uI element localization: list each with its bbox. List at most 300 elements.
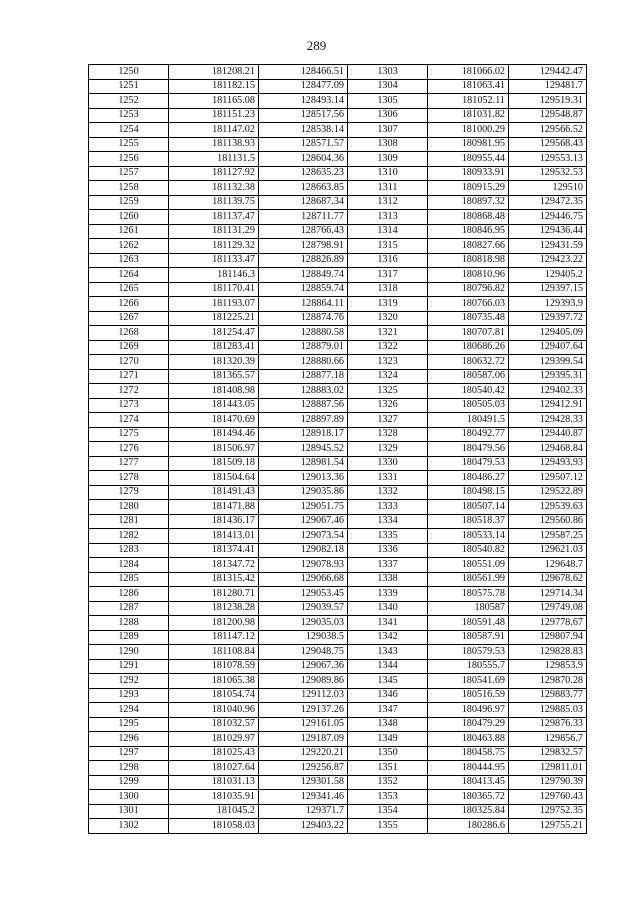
table-row <box>89 369 587 384</box>
x-coordinate-cell: 180561.99 <box>428 572 509 587</box>
x-coordinate-cell: 181408.98 <box>169 384 259 399</box>
y-coordinate-cell: 129256.87 <box>259 761 348 776</box>
x-coordinate-cell: 181470.69 <box>169 413 259 428</box>
point-number-cell: 1264 <box>89 268 169 283</box>
x-coordinate-cell: 180818.98 <box>428 253 509 268</box>
table-row <box>89 485 587 500</box>
y-coordinate-cell: 129403.22 <box>259 819 348 834</box>
point-number-cell: 1336 <box>348 543 428 558</box>
y-coordinate-cell: 129066.68 <box>259 572 348 587</box>
point-number-cell: 1258 <box>89 181 169 196</box>
x-coordinate-cell: 180551.09 <box>428 558 509 573</box>
y-coordinate-cell: 129811.01 <box>509 761 587 776</box>
table-row <box>89 790 587 805</box>
y-coordinate-cell: 129082.18 <box>259 543 348 558</box>
point-number-cell: 1344 <box>348 659 428 674</box>
y-coordinate-cell: 129341.46 <box>259 790 348 805</box>
y-coordinate-cell: 129568.43 <box>509 137 587 152</box>
x-coordinate-cell: 181065.38 <box>169 674 259 689</box>
point-number-cell: 1275 <box>89 427 169 442</box>
y-coordinate-cell: 128663.85 <box>259 181 348 196</box>
table-row <box>89 456 587 471</box>
coordinates-table <box>88 64 587 834</box>
y-coordinate-cell: 128981.54 <box>259 456 348 471</box>
x-coordinate-cell: 181040.96 <box>169 703 259 718</box>
table-row <box>89 384 587 399</box>
x-coordinate-cell: 180365.72 <box>428 790 509 805</box>
point-number-cell: 1284 <box>89 558 169 573</box>
x-coordinate-cell: 181054.74 <box>169 688 259 703</box>
table-row <box>89 645 587 660</box>
y-coordinate-cell: 129749.08 <box>509 601 587 616</box>
table-row <box>89 340 587 355</box>
point-number-cell: 1278 <box>89 471 169 486</box>
x-coordinate-cell: 181170.41 <box>169 282 259 297</box>
table-row <box>89 471 587 486</box>
table-row <box>89 427 587 442</box>
x-coordinate-cell: 181025.43 <box>169 746 259 761</box>
x-coordinate-cell: 180463.88 <box>428 732 509 747</box>
point-number-cell: 1351 <box>348 761 428 776</box>
y-coordinate-cell: 129035.03 <box>259 616 348 631</box>
y-coordinate-cell: 128877.18 <box>259 369 348 384</box>
point-number-cell: 1268 <box>89 326 169 341</box>
x-coordinate-cell: 181058.03 <box>169 819 259 834</box>
table-row <box>89 616 587 631</box>
point-number-cell: 1270 <box>89 355 169 370</box>
x-coordinate-cell: 181146.3 <box>169 268 259 283</box>
y-coordinate-cell: 129051.75 <box>259 500 348 515</box>
table-row <box>89 181 587 196</box>
y-coordinate-cell: 129876.33 <box>509 717 587 732</box>
x-coordinate-cell: 180707.81 <box>428 326 509 341</box>
point-number-cell: 1259 <box>89 195 169 210</box>
y-coordinate-cell: 129440.87 <box>509 427 587 442</box>
x-coordinate-cell: 181131.5 <box>169 152 259 167</box>
point-number-cell: 1287 <box>89 601 169 616</box>
y-coordinate-cell: 129053.45 <box>259 587 348 602</box>
x-coordinate-cell: 181347.72 <box>169 558 259 573</box>
x-coordinate-cell: 181280.71 <box>169 587 259 602</box>
y-coordinate-cell: 129161.05 <box>259 717 348 732</box>
y-coordinate-cell: 129468.84 <box>509 442 587 457</box>
table-row <box>89 558 587 573</box>
y-coordinate-cell: 129560.86 <box>509 514 587 529</box>
x-coordinate-cell: 181129.32 <box>169 239 259 254</box>
y-coordinate-cell: 128798.91 <box>259 239 348 254</box>
x-coordinate-cell: 181063.41 <box>428 79 509 94</box>
point-number-cell: 1298 <box>89 761 169 776</box>
point-number-cell: 1290 <box>89 645 169 660</box>
table-row <box>89 761 587 776</box>
point-number-cell: 1334 <box>348 514 428 529</box>
y-coordinate-cell: 129397.72 <box>509 311 587 326</box>
y-coordinate-cell: 129507.12 <box>509 471 587 486</box>
y-coordinate-cell: 129089.86 <box>259 674 348 689</box>
x-coordinate-cell: 180325.84 <box>428 804 509 819</box>
point-number-cell: 1326 <box>348 398 428 413</box>
y-coordinate-cell: 129885.03 <box>509 703 587 718</box>
y-coordinate-cell: 129399.54 <box>509 355 587 370</box>
y-coordinate-cell: 129039.57 <box>259 601 348 616</box>
table-row <box>89 282 587 297</box>
x-coordinate-cell: 180591.48 <box>428 616 509 631</box>
point-number-cell: 1296 <box>89 732 169 747</box>
y-coordinate-cell: 128477.09 <box>259 79 348 94</box>
x-coordinate-cell: 181315.42 <box>169 572 259 587</box>
y-coordinate-cell: 129714.34 <box>509 587 587 602</box>
table-row <box>89 239 587 254</box>
x-coordinate-cell: 180810.96 <box>428 268 509 283</box>
x-coordinate-cell: 181320.39 <box>169 355 259 370</box>
point-number-cell: 1269 <box>89 340 169 355</box>
point-number-cell: 1292 <box>89 674 169 689</box>
y-coordinate-cell: 128918.17 <box>259 427 348 442</box>
point-number-cell: 1348 <box>348 717 428 732</box>
y-coordinate-cell: 129481.7 <box>509 79 587 94</box>
point-number-cell: 1330 <box>348 456 428 471</box>
x-coordinate-cell: 181137.47 <box>169 210 259 225</box>
y-coordinate-cell: 129428.33 <box>509 413 587 428</box>
x-coordinate-cell: 180575.78 <box>428 587 509 602</box>
x-coordinate-cell: 181031.13 <box>169 775 259 790</box>
x-coordinate-cell: 180496.97 <box>428 703 509 718</box>
y-coordinate-cell: 129539.63 <box>509 500 587 515</box>
x-coordinate-cell: 181151.23 <box>169 108 259 123</box>
point-number-cell: 1316 <box>348 253 428 268</box>
x-coordinate-cell: 181147.12 <box>169 630 259 645</box>
x-coordinate-cell: 181283.41 <box>169 340 259 355</box>
x-coordinate-cell: 181365.57 <box>169 369 259 384</box>
x-coordinate-cell: 181139.75 <box>169 195 259 210</box>
table-row <box>89 659 587 674</box>
y-coordinate-cell: 129073.54 <box>259 529 348 544</box>
y-coordinate-cell: 128538.14 <box>259 123 348 138</box>
x-coordinate-cell: 181471.88 <box>169 500 259 515</box>
point-number-cell: 1308 <box>348 137 428 152</box>
y-coordinate-cell: 129755.21 <box>509 819 587 834</box>
point-number-cell: 1318 <box>348 282 428 297</box>
y-coordinate-cell: 129395.31 <box>509 369 587 384</box>
point-number-cell: 1265 <box>89 282 169 297</box>
point-number-cell: 1255 <box>89 137 169 152</box>
y-coordinate-cell: 128880.58 <box>259 326 348 341</box>
table-row <box>89 253 587 268</box>
table-row <box>89 326 587 341</box>
x-coordinate-cell: 180981.95 <box>428 137 509 152</box>
x-coordinate-cell: 180796.82 <box>428 282 509 297</box>
y-coordinate-cell: 129856.7 <box>509 732 587 747</box>
x-coordinate-cell: 181066.02 <box>428 65 509 80</box>
y-coordinate-cell: 129442.47 <box>509 65 587 80</box>
point-number-cell: 1347 <box>348 703 428 718</box>
y-coordinate-cell: 129067.46 <box>259 514 348 529</box>
point-number-cell: 1254 <box>89 123 169 138</box>
point-number-cell: 1312 <box>348 195 428 210</box>
x-coordinate-cell: 181052.11 <box>428 94 509 109</box>
point-number-cell: 1349 <box>348 732 428 747</box>
y-coordinate-cell: 128517.56 <box>259 108 348 123</box>
x-coordinate-cell: 181436.17 <box>169 514 259 529</box>
table-row <box>89 137 587 152</box>
table-row <box>89 601 587 616</box>
table-row <box>89 166 587 181</box>
x-coordinate-cell: 181200.98 <box>169 616 259 631</box>
table-row <box>89 732 587 747</box>
y-coordinate-cell: 129587.25 <box>509 529 587 544</box>
y-coordinate-cell: 128711.77 <box>259 210 348 225</box>
point-number-cell: 1339 <box>348 587 428 602</box>
point-number-cell: 1266 <box>89 297 169 312</box>
point-number-cell: 1325 <box>348 384 428 399</box>
point-number-cell: 1297 <box>89 746 169 761</box>
point-number-cell: 1251 <box>89 79 169 94</box>
point-number-cell: 1353 <box>348 790 428 805</box>
y-coordinate-cell: 129510 <box>509 181 587 196</box>
point-number-cell: 1262 <box>89 239 169 254</box>
table-row <box>89 630 587 645</box>
table-row <box>89 529 587 544</box>
x-coordinate-cell: 181374.41 <box>169 543 259 558</box>
point-number-cell: 1314 <box>348 224 428 239</box>
point-number-cell: 1341 <box>348 616 428 631</box>
point-number-cell: 1313 <box>348 210 428 225</box>
y-coordinate-cell: 128571.57 <box>259 137 348 152</box>
x-coordinate-cell: 181035.91 <box>169 790 259 805</box>
x-coordinate-cell: 180492.77 <box>428 427 509 442</box>
x-coordinate-cell: 180533.14 <box>428 529 509 544</box>
table-row <box>89 572 587 587</box>
x-coordinate-cell: 180915.29 <box>428 181 509 196</box>
table-row <box>89 152 587 167</box>
x-coordinate-cell: 180933.91 <box>428 166 509 181</box>
y-coordinate-cell: 128880.66 <box>259 355 348 370</box>
y-coordinate-cell: 129402.33 <box>509 384 587 399</box>
x-coordinate-cell: 180507.14 <box>428 500 509 515</box>
table-row <box>89 268 587 283</box>
point-number-cell: 1307 <box>348 123 428 138</box>
y-coordinate-cell: 129548.87 <box>509 108 587 123</box>
x-coordinate-cell: 180579.53 <box>428 645 509 660</box>
point-number-cell: 1263 <box>89 253 169 268</box>
x-coordinate-cell: 181165.08 <box>169 94 259 109</box>
point-number-cell: 1271 <box>89 369 169 384</box>
y-coordinate-cell: 129828.83 <box>509 645 587 660</box>
y-coordinate-cell: 128604.36 <box>259 152 348 167</box>
point-number-cell: 1276 <box>89 442 169 457</box>
point-number-cell: 1274 <box>89 413 169 428</box>
y-coordinate-cell: 128879.01 <box>259 340 348 355</box>
y-coordinate-cell: 129301.58 <box>259 775 348 790</box>
x-coordinate-cell: 181032.57 <box>169 717 259 732</box>
y-coordinate-cell: 129832.57 <box>509 746 587 761</box>
table-row <box>89 500 587 515</box>
y-coordinate-cell: 129393.9 <box>509 297 587 312</box>
point-number-cell: 1272 <box>89 384 169 399</box>
point-number-cell: 1301 <box>89 804 169 819</box>
point-number-cell: 1322 <box>348 340 428 355</box>
point-number-cell: 1293 <box>89 688 169 703</box>
point-number-cell: 1327 <box>348 413 428 428</box>
x-coordinate-cell: 181108.84 <box>169 645 259 660</box>
point-number-cell: 1283 <box>89 543 169 558</box>
point-number-cell: 1340 <box>348 601 428 616</box>
x-coordinate-cell: 180486.27 <box>428 471 509 486</box>
x-coordinate-cell: 180540.82 <box>428 543 509 558</box>
x-coordinate-cell: 180555.7 <box>428 659 509 674</box>
y-coordinate-cell: 128883.02 <box>259 384 348 399</box>
point-number-cell: 1346 <box>348 688 428 703</box>
x-coordinate-cell: 180458.75 <box>428 746 509 761</box>
y-coordinate-cell: 129807.94 <box>509 630 587 645</box>
x-coordinate-cell: 181132.38 <box>169 181 259 196</box>
point-number-cell: 1331 <box>348 471 428 486</box>
point-number-cell: 1286 <box>89 587 169 602</box>
y-coordinate-cell: 128466.51 <box>259 65 348 80</box>
y-coordinate-cell: 129853.9 <box>509 659 587 674</box>
point-number-cell: 1253 <box>89 108 169 123</box>
point-number-cell: 1281 <box>89 514 169 529</box>
point-number-cell: 1273 <box>89 398 169 413</box>
point-number-cell: 1256 <box>89 152 169 167</box>
y-coordinate-cell: 128687.34 <box>259 195 348 210</box>
x-coordinate-cell: 180479.53 <box>428 456 509 471</box>
x-coordinate-cell: 181254.47 <box>169 326 259 341</box>
point-number-cell: 1355 <box>348 819 428 834</box>
point-number-cell: 1288 <box>89 616 169 631</box>
x-coordinate-cell: 180498.15 <box>428 485 509 500</box>
y-coordinate-cell: 129436.44 <box>509 224 587 239</box>
point-number-cell: 1321 <box>348 326 428 341</box>
y-coordinate-cell: 129883.77 <box>509 688 587 703</box>
x-coordinate-cell: 180505.03 <box>428 398 509 413</box>
y-coordinate-cell: 129648.7 <box>509 558 587 573</box>
table-row <box>89 804 587 819</box>
table-row <box>89 398 587 413</box>
x-coordinate-cell: 180491.5 <box>428 413 509 428</box>
x-coordinate-cell: 181208.21 <box>169 65 259 80</box>
point-number-cell: 1328 <box>348 427 428 442</box>
table-row <box>89 79 587 94</box>
point-number-cell: 1320 <box>348 311 428 326</box>
table-row <box>89 94 587 109</box>
x-coordinate-cell: 181029.97 <box>169 732 259 747</box>
x-coordinate-cell: 180587.91 <box>428 630 509 645</box>
table-row <box>89 224 587 239</box>
point-number-cell: 1280 <box>89 500 169 515</box>
x-coordinate-cell: 181147.02 <box>169 123 259 138</box>
point-number-cell: 1338 <box>348 572 428 587</box>
table-row <box>89 587 587 602</box>
y-coordinate-cell: 129038.5 <box>259 630 348 645</box>
x-coordinate-cell: 180955.44 <box>428 152 509 167</box>
x-coordinate-cell: 180444.95 <box>428 761 509 776</box>
x-coordinate-cell: 181045.2 <box>169 804 259 819</box>
x-coordinate-cell: 180735.48 <box>428 311 509 326</box>
point-number-cell: 1257 <box>89 166 169 181</box>
y-coordinate-cell: 128766.43 <box>259 224 348 239</box>
x-coordinate-cell: 181182.15 <box>169 79 259 94</box>
point-number-cell: 1302 <box>89 819 169 834</box>
x-coordinate-cell: 180286.6 <box>428 819 509 834</box>
point-number-cell: 1323 <box>348 355 428 370</box>
point-number-cell: 1303 <box>348 65 428 80</box>
y-coordinate-cell: 129397.15 <box>509 282 587 297</box>
x-coordinate-cell: 181127.92 <box>169 166 259 181</box>
table-row <box>89 775 587 790</box>
point-number-cell: 1277 <box>89 456 169 471</box>
y-coordinate-cell: 129405.09 <box>509 326 587 341</box>
point-number-cell: 1333 <box>348 500 428 515</box>
point-number-cell: 1343 <box>348 645 428 660</box>
y-coordinate-cell: 128635.23 <box>259 166 348 181</box>
table-row <box>89 65 587 80</box>
table-row <box>89 210 587 225</box>
y-coordinate-cell: 129790.39 <box>509 775 587 790</box>
y-coordinate-cell: 129431.59 <box>509 239 587 254</box>
table-row <box>89 674 587 689</box>
x-coordinate-cell: 181509.18 <box>169 456 259 471</box>
y-coordinate-cell: 129752.35 <box>509 804 587 819</box>
x-coordinate-cell: 181506.97 <box>169 442 259 457</box>
x-coordinate-cell: 181138.93 <box>169 137 259 152</box>
y-coordinate-cell: 129566.52 <box>509 123 587 138</box>
y-coordinate-cell: 129493.93 <box>509 456 587 471</box>
x-coordinate-cell: 181491.43 <box>169 485 259 500</box>
point-number-cell: 1311 <box>348 181 428 196</box>
point-number-cell: 1261 <box>89 224 169 239</box>
table-row <box>89 746 587 761</box>
y-coordinate-cell: 129078.93 <box>259 558 348 573</box>
point-number-cell: 1342 <box>348 630 428 645</box>
table-row <box>89 195 587 210</box>
x-coordinate-cell: 181133.47 <box>169 253 259 268</box>
x-coordinate-cell: 180827.66 <box>428 239 509 254</box>
y-coordinate-cell: 129446.75 <box>509 210 587 225</box>
table-row <box>89 819 587 834</box>
point-number-cell: 1289 <box>89 630 169 645</box>
point-number-cell: 1310 <box>348 166 428 181</box>
x-coordinate-cell: 181000.29 <box>428 123 509 138</box>
point-number-cell: 1282 <box>89 529 169 544</box>
x-coordinate-cell: 180587.06 <box>428 369 509 384</box>
y-coordinate-cell: 129870.28 <box>509 674 587 689</box>
y-coordinate-cell: 129405.2 <box>509 268 587 283</box>
table-row <box>89 413 587 428</box>
y-coordinate-cell: 128887.56 <box>259 398 348 413</box>
point-number-cell: 1260 <box>89 210 169 225</box>
y-coordinate-cell: 129472.35 <box>509 195 587 210</box>
y-coordinate-cell: 129678.62 <box>509 572 587 587</box>
x-coordinate-cell: 181078.59 <box>169 659 259 674</box>
x-coordinate-cell: 180479.56 <box>428 442 509 457</box>
point-number-cell: 1305 <box>348 94 428 109</box>
point-number-cell: 1332 <box>348 485 428 500</box>
x-coordinate-cell: 181494.46 <box>169 427 259 442</box>
y-coordinate-cell: 129067.36 <box>259 659 348 674</box>
y-coordinate-cell: 128493.14 <box>259 94 348 109</box>
y-coordinate-cell: 129112.03 <box>259 688 348 703</box>
y-coordinate-cell: 129519.31 <box>509 94 587 109</box>
point-number-cell: 1309 <box>348 152 428 167</box>
y-coordinate-cell: 129220.21 <box>259 746 348 761</box>
page-number: 289 <box>306 38 327 53</box>
point-number-cell: 1252 <box>89 94 169 109</box>
x-coordinate-cell: 180587 <box>428 601 509 616</box>
x-coordinate-cell: 181238.28 <box>169 601 259 616</box>
x-coordinate-cell: 181131.29 <box>169 224 259 239</box>
y-coordinate-cell: 128897.89 <box>259 413 348 428</box>
